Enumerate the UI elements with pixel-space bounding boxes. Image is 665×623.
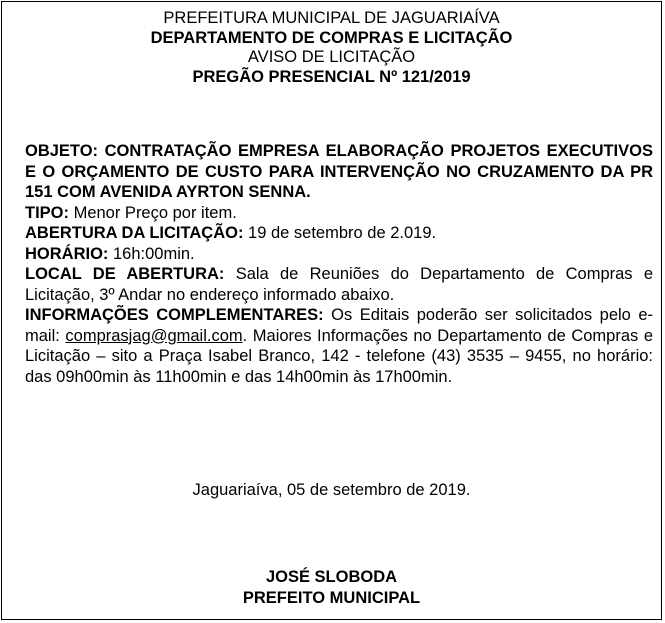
- abertura-paragraph: [25, 223, 653, 244]
- horario-value: 16h:00min.: [108, 244, 195, 263]
- email-link[interactable]: comprasjag@gmail.com: [65, 326, 243, 345]
- informacoes-label: INFORMAÇÕES COMPLEMENTARES:: [25, 306, 324, 324]
- header-municipality: PREFEITURA MUNICIPAL DE JAGUARIAÍVA: [163, 9, 500, 27]
- horario-paragraph: [25, 244, 653, 265]
- abertura-label: ABERTURA DA LICITAÇÃO:: [25, 224, 244, 242]
- informacoes-paragraph: [25, 305, 653, 387]
- header-notice-type: AVISO DE LICITAÇÃO: [247, 48, 416, 66]
- abertura-value: 19 de setembro de 2.019.: [243, 224, 437, 242]
- local-label: LOCAL DE ABERTURA:: [25, 265, 225, 283]
- informacoes-text-after: . Maiores Informações no Departamento de Compras e Licitação – sito a Praça Isabel Branco, 142 - telefone (43) 3535 – 9455, no horário: das 09h00min às 11h00min e das 14h00min às 17h00min.: [25, 326, 654, 386]
- local-value: Sala de Reuniões do Departamento de Compras e Licitação, 3º Andar no endereço informado abaixo.: [25, 265, 653, 304]
- header-department: DEPARTAMENTO DE COMPRAS E LICITAÇÃO: [150, 28, 513, 47]
- signature-title: PREFEITO MUNICIPAL: [242, 588, 421, 607]
- informacoes-text-before: Os Editais poderão ser solicitados pelo e-mail:: [25, 306, 653, 345]
- notice-header: [2, 9, 661, 87]
- tipo-paragraph: [25, 203, 653, 224]
- tipo-value: Menor Preço por item.: [69, 203, 237, 222]
- date-place-line: Jaguariaíva, 05 de setembro de 2019.: [192, 481, 471, 499]
- signature-name: JOSÉ SLOBODA: [265, 568, 398, 586]
- local-paragraph: [25, 264, 653, 305]
- header-tender-number: PREGÃO PRESENCIAL Nº 121/2019: [192, 67, 471, 86]
- tipo-label: TIPO:: [25, 203, 69, 222]
- horario-label: HORÁRIO:: [25, 244, 109, 263]
- notice-body: [25, 141, 653, 387]
- signature-block: [2, 567, 661, 608]
- objeto-paragraph: OBJETO: CONTRATAÇÃO EMPRESA ELABORAÇÃO PROJETOS EXECUTIVOS E O ORÇAMENTO DE CUSTO PARA INTERVENÇÃO NO CRUZAMENTO DA PR 151 COM AVENIDA AYRTON SENNA.: [25, 142, 653, 201]
- notice-frame: [1, 1, 662, 620]
